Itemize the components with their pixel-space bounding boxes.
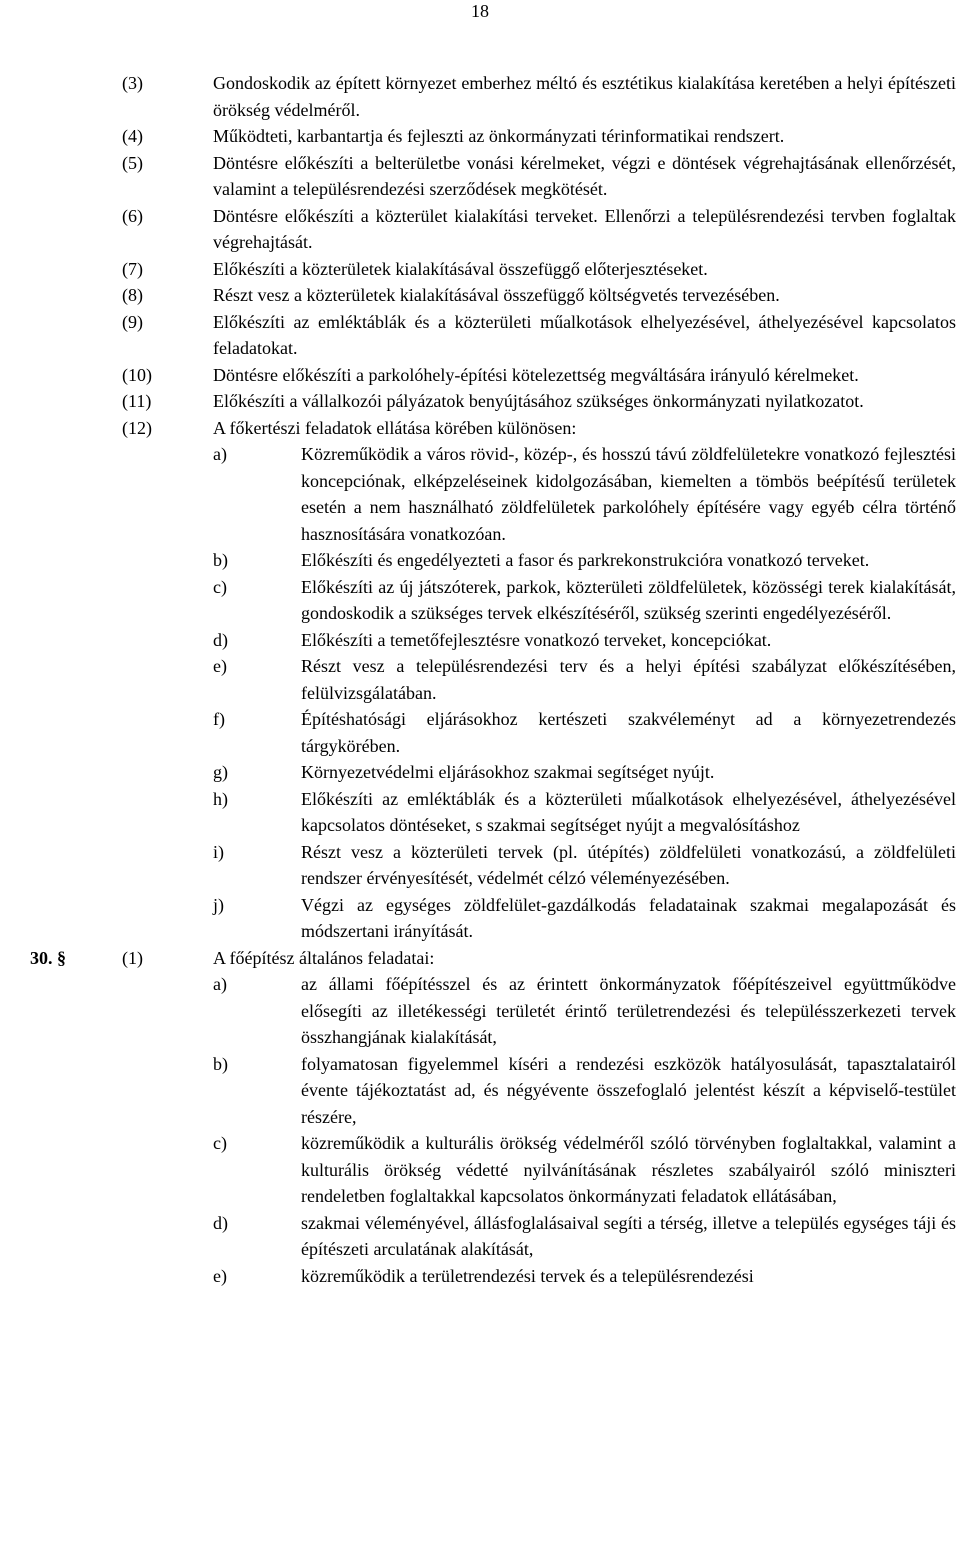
list-item: [213, 547, 956, 574]
list-item-text: közreműködik a területrendezési tervek és a településrendezési: [301, 1265, 754, 1286]
list-item-text: Környezetvédelmi eljárásokhoz szakmai segítséget nyújt.: [301, 762, 715, 782]
list-item-letter: b): [213, 1053, 228, 1074]
list-item: [213, 627, 956, 654]
paragraph-text: Döntésre előkészíti a parkolóhely-építési kötelezettség megváltására irányuló kérelmeket.: [213, 364, 859, 385]
list-item-letter: j): [213, 894, 224, 915]
list-item-text: közreműködik a kulturális örökség védelméről szóló törvényben foglaltakkal, valamint a kulturális örökség védetté nyilvánításának részletes szabályairól szóló miniszteri rendeletben foglaltakkal kapcsolatos önkormányzati feladatok ellátásában,: [301, 1133, 956, 1206]
list-item-letter: a): [213, 974, 227, 994]
list-item-text: Előkészíti az emléktáblák és a közterületi műalkotások elhelyezésével, áthelyezésével kapcsolatos döntéseket, s szakmai segítséget nyújt a megvalósításhoz: [301, 788, 956, 835]
paragraph-7: [0, 256, 960, 283]
paragraph-number: (10): [122, 364, 152, 385]
paragraph-text: Előkészíti a vállalkozói pályázatok benyújtásához szükséges önkormányzati nyilatkozatot.: [213, 391, 864, 411]
document-body: [0, 70, 960, 1289]
paragraph-10: [0, 362, 960, 389]
paragraph-text: Előkészíti az emléktáblák és a közterületi műalkotások elhelyezésével, áthelyezésével kapcsolatos feladatokat.: [213, 311, 956, 358]
list-item-letter: a): [213, 444, 227, 464]
list-item-text: Végzi az egységes zöldfelület-gazdálkodás feladatainak szakmai megalapozását és módszertani irányítását.: [301, 894, 956, 941]
list-item-letter: c): [213, 1133, 227, 1153]
list-item-letter: g): [213, 762, 228, 782]
list-item-letter: b): [213, 550, 228, 570]
paragraph-12: [0, 415, 960, 442]
paragraph-text: Előkészíti a közterületek kialakításával összefüggő előterjesztéseket.: [213, 258, 708, 279]
list-item: [213, 574, 956, 627]
paragraph-number: (5): [122, 152, 143, 173]
section-label: 30. §: [30, 947, 66, 968]
paragraph-3: [0, 70, 960, 123]
paragraph-4: [0, 123, 960, 150]
paragraph-text: Döntésre előkészíti a közterület kialakítási terveket. Ellenőrzi a településrendezési tervben foglaltak végrehajtását.: [213, 205, 956, 252]
paragraph-number: (12): [122, 417, 152, 438]
list-item-text: Előkészíti a temetőfejlesztésre vonatkozó terveket, koncepciókat.: [301, 629, 772, 650]
paragraph-6: [0, 203, 960, 256]
list-item-letter: c): [213, 576, 227, 597]
list-item-text: Előkészíti és engedélyezteti a fasor és parkrekonstrukcióra vonatkozó terveket.: [301, 550, 870, 570]
paragraph-text: Működteti, karbantartja és fejleszti az önkormányzati térinformatikai rendszert.: [213, 126, 785, 146]
list-item: [213, 1263, 956, 1290]
paragraph-5: [0, 150, 960, 203]
list-item: [213, 653, 956, 706]
list-item-text: szakmai véleményével, állásfoglalásaival segíti a térség, illetve a település egységes táji és építészeti arculatának alakítását,: [301, 1212, 956, 1259]
paragraph-number: (4): [122, 126, 143, 146]
list-item-text: Előkészíti az új játszóterek, parkok, közterületi zöldfelületek, közösségi terek kialakítását, gondoskodik a szükséges tervek elkészítéséről, szükség szerinti engedélyezéséről.: [301, 576, 956, 623]
page-number: 18: [471, 1, 489, 21]
paragraph-8: [0, 282, 960, 309]
list-item-letter: e): [213, 1265, 227, 1286]
list-item: [213, 1130, 956, 1210]
list-item-text: Részt vesz a településrendezési terv és a helyi építési szabályzat előkészítésében, felülvizsgálatában.: [301, 656, 956, 703]
paragraph-number: (9): [122, 311, 143, 332]
paragraph-9: [0, 309, 960, 362]
list-item-text: Közreműködik a város rövid-, közép-, és hosszú távú zöldfelületekre vonatkozó fejlesztési koncepciónak, elképzeléseinek kidolgozásában, kiemelten a tömbös beépítésű területek esetén a nem használható zöldfelületek parkolóhely építésére vagy egyéb célra történő hasznosítására vonatkozóan.: [301, 444, 956, 544]
paragraph-number: (6): [122, 205, 143, 226]
paragraph-text: A főépítész általános feladatai:: [213, 947, 435, 968]
list-item-text: Részt vesz a közterületi tervek (pl. útépítés) zöldfelületi vonatkozású, a zöldfelületi rendszer érvényesítését, védelmét célzó véleményezésében.: [301, 841, 956, 888]
list-item: [213, 1210, 956, 1263]
list-item: [213, 441, 956, 547]
list-item-text: Építéshatósági eljárásokhoz kertészeti szakvéleményt ad a környezetrendezés tárgykörében.: [301, 709, 956, 756]
paragraph-number: (3): [122, 73, 143, 93]
list-item: [213, 1051, 956, 1131]
list-item-letter: d): [213, 1212, 228, 1233]
list-item-letter: f): [213, 709, 225, 729]
list-item-letter: i): [213, 841, 224, 862]
list-item: [213, 786, 956, 839]
paragraph-text: Részt vesz a közterületek kialakításával összefüggő költségvetés tervezésében.: [213, 285, 780, 305]
list-item: [213, 892, 956, 945]
paragraph-number: (8): [122, 285, 143, 305]
paragraph-number: (11): [122, 391, 152, 411]
paragraph-number: (7): [122, 258, 143, 279]
list-item: [213, 839, 956, 892]
list-item-text: folyamatosan figyelemmel kíséri a rendezési eszközök hatályosulását, tapasztalatairól évente tájékoztatást ad, és négyévente összefoglaló jelentést készít a képviselő-testület részére,: [301, 1053, 956, 1127]
list-item-letter: e): [213, 656, 227, 676]
list-item-text: az állami főépítésszel és az érintett önkormányzatok főépítészeivel együttműködve elősegíti az illetékességi területét érintő területrendezési és településszerkezeti tervek összhangjának kialakítását,: [301, 974, 956, 1047]
list-item: [213, 706, 956, 759]
section-30-paragraph-1: [0, 945, 960, 972]
paragraph-text: Döntésre előkészíti a belterületbe vonási kérelmeket, végzi e döntések végrehajtásának ellenőrzését, valamint a településrendezési szerződések megkötését.: [213, 152, 956, 199]
list-item-letter: d): [213, 629, 228, 650]
list-item-letter: h): [213, 788, 228, 809]
list-item: [213, 971, 956, 1051]
paragraph-11: [0, 388, 960, 415]
paragraph-number: (1): [122, 947, 143, 968]
paragraph-text: A főkertészi feladatok ellátása körében különösen:: [213, 417, 577, 438]
list-item: [213, 759, 956, 786]
paragraph-text: Gondoskodik az épített környezet emberhez méltó és esztétikus kialakítása keretében a helyi építészeti örökség védelméről.: [213, 73, 956, 120]
